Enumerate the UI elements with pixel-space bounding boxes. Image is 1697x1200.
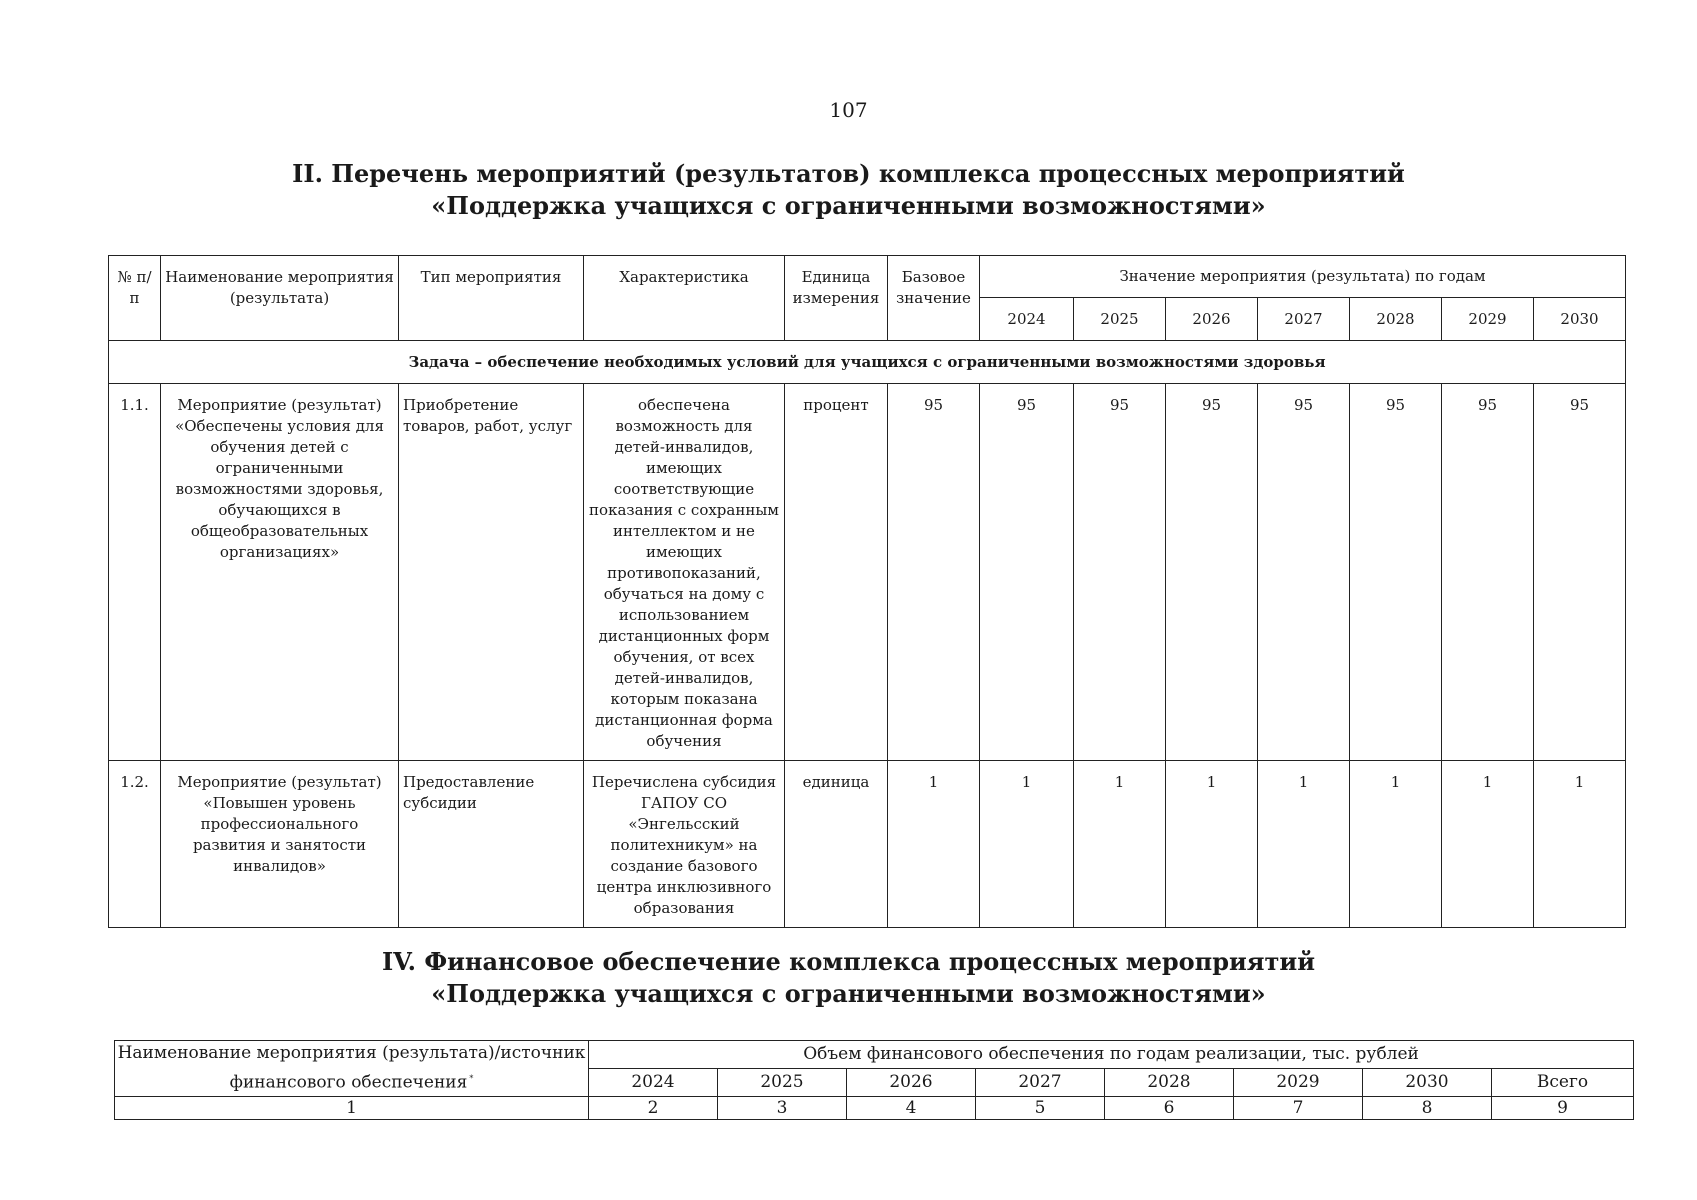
row-value: 95 <box>1442 384 1534 761</box>
row-characteristic: Перечислена субсидия ГАПОУ СО «Энгельсский политехникум» на создание базового центра инклюзивного образования <box>584 761 785 928</box>
row-num: 1.2. <box>109 761 161 928</box>
row-base: 1 <box>888 761 980 928</box>
finance-column-numbers-row <box>115 1096 1634 1119</box>
finance-name-header-text: Наименование мероприятия (результата)/источник финансового обеспечения <box>117 1043 586 1093</box>
finance-column-number: 1 <box>115 1096 589 1119</box>
finance-name-header <box>115 1041 589 1097</box>
header-year: 2028 <box>1350 298 1442 341</box>
row-unit: единица <box>785 761 888 928</box>
section-4-title-line1: IV. Финансовое обеспечение комплекса процессных мероприятий <box>381 947 1316 976</box>
finance-year: 2026 <box>847 1068 976 1096</box>
header-year: 2030 <box>1534 298 1626 341</box>
row-characteristic: обеспечена возможность для детей-инвалидов, имеющих соответствующие показания с сохранным интеллектом и не имеющих противопоказаний, обучаться на дому с использованием дистанционных форм обучения, от всех детей-инвалидов, которым показана дистанционная форма обучения <box>584 384 785 761</box>
row-num: 1.1. <box>109 384 161 761</box>
table-row <box>109 384 1626 761</box>
finance-year: 2025 <box>718 1068 847 1096</box>
finance-column-number: 9 <box>1492 1096 1634 1119</box>
row-unit: процент <box>785 384 888 761</box>
table-row <box>109 761 1626 928</box>
header-characteristic: Характеристика <box>584 256 785 341</box>
finance-column-number: 6 <box>1105 1096 1234 1119</box>
activities-table <box>108 255 1626 928</box>
finance-column-number: 7 <box>1234 1096 1363 1119</box>
row-type: Предоставление субсидии <box>399 761 584 928</box>
row-value: 95 <box>1258 384 1350 761</box>
finance-column-number: 8 <box>1363 1096 1492 1119</box>
finance-year: 2027 <box>976 1068 1105 1096</box>
finance-year: 2029 <box>1234 1068 1363 1096</box>
finance-column-number: 2 <box>589 1096 718 1119</box>
row-name: Мероприятие (результат) «Повышен уровень профессионального развития и занятости инвалидов» <box>161 761 399 928</box>
row-value: 95 <box>1534 384 1626 761</box>
row-value: 1 <box>980 761 1074 928</box>
row-value: 95 <box>980 384 1074 761</box>
row-base: 95 <box>888 384 980 761</box>
header-year: 2027 <box>1258 298 1350 341</box>
row-value: 1 <box>1074 761 1166 928</box>
finance-year: 2030 <box>1363 1068 1492 1096</box>
footnote-mark: * <box>469 1074 474 1083</box>
finance-column-number: 4 <box>847 1096 976 1119</box>
header-years-group: Значение мероприятия (результата) по годам <box>980 256 1626 298</box>
finance-total: Всего <box>1492 1068 1634 1096</box>
finance-volume-header: Объем финансового обеспечения по годам реализации, тыс. рублей <box>589 1041 1634 1069</box>
header-name: Наименование мероприятия (результата) <box>161 256 399 341</box>
finance-column-number: 3 <box>718 1096 847 1119</box>
section-4-title <box>0 946 1697 1010</box>
section-4-title-line2: «Поддержка учащихся с ограниченными возможностями» <box>431 979 1266 1008</box>
row-name: Мероприятие (результат) «Обеспечены условия для обучения детей с ограниченными возможностями здоровья, обучающихся в общеобразовательных организациях» <box>161 384 399 761</box>
row-value: 1 <box>1442 761 1534 928</box>
finance-year: 2024 <box>589 1068 718 1096</box>
finance-column-number: 5 <box>976 1096 1105 1119</box>
section-2-title <box>0 158 1697 222</box>
row-type: Приобретение товаров, работ, услуг <box>399 384 584 761</box>
header-unit: Единица измерения <box>785 256 888 341</box>
task-title: Задача – обеспечение необходимых условий для учащихся с ограниченными возможностями здоровья <box>109 341 1626 384</box>
header-base: Базовое значение <box>888 256 980 341</box>
header-year: 2026 <box>1166 298 1258 341</box>
header-year: 2025 <box>1074 298 1166 341</box>
header-num: № п/п <box>109 256 161 341</box>
header-type: Тип мероприятия <box>399 256 584 341</box>
row-value: 1 <box>1534 761 1626 928</box>
row-value: 1 <box>1166 761 1258 928</box>
finance-table <box>114 1040 1634 1120</box>
section-2-title-line2: «Поддержка учащихся с ограниченными возможностями» <box>431 191 1266 220</box>
row-value: 1 <box>1350 761 1442 928</box>
header-year: 2029 <box>1442 298 1534 341</box>
header-year: 2024 <box>980 298 1074 341</box>
row-value: 95 <box>1350 384 1442 761</box>
finance-year: 2028 <box>1105 1068 1234 1096</box>
row-value: 95 <box>1074 384 1166 761</box>
row-value: 1 <box>1258 761 1350 928</box>
row-value: 95 <box>1166 384 1258 761</box>
page-number: 107 <box>829 98 868 122</box>
section-2-title-line1: II. Перечень мероприятий (результатов) комплекса процессных мероприятий <box>292 159 1405 188</box>
